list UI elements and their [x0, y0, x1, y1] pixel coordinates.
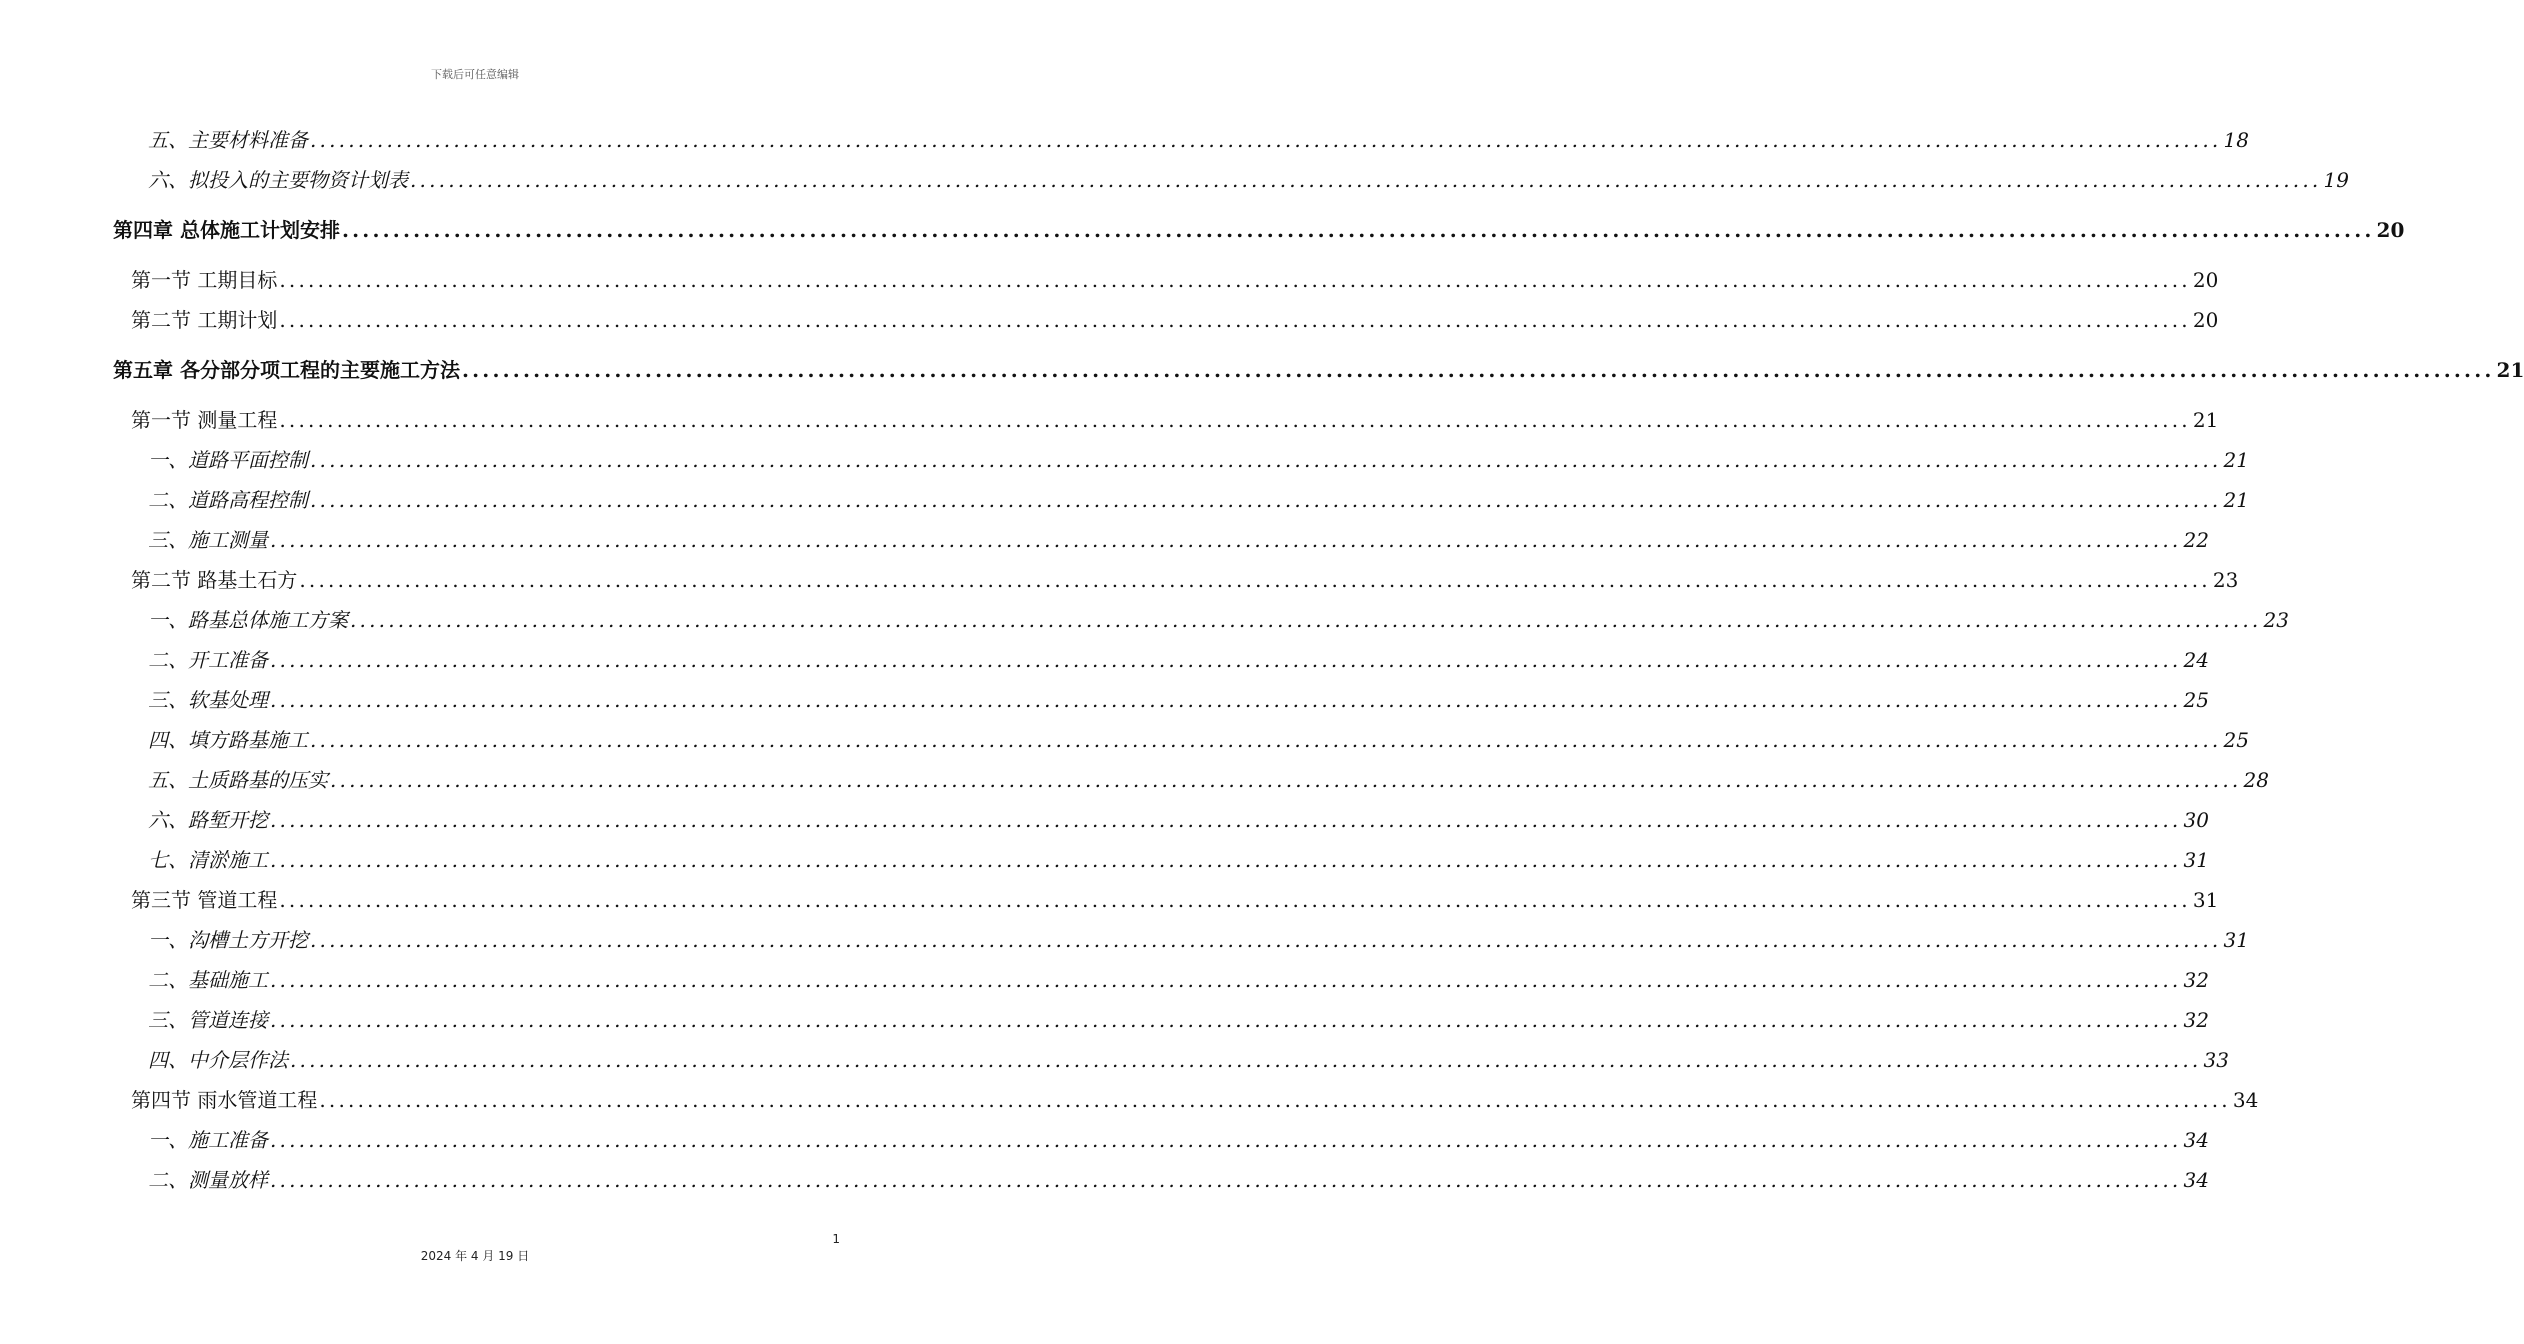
toc-entry-page: 23 [2212, 568, 2239, 592]
page-number: 1 [832, 1232, 840, 1246]
toc-entry-title: 一、道路平面控制 [148, 448, 308, 472]
toc-dot-leader: ........................................................................................................................................................................................................ [279, 408, 2191, 432]
toc-dot-leader: ........................................................................................................................................................................................................ [310, 728, 2222, 752]
toc-entry-page: 21 [2223, 488, 2249, 512]
toc-dot-leader: ........................................................................................................................................................................................................ [270, 1128, 2182, 1152]
toc-entry[interactable] [148, 644, 2209, 673]
toc-entry-title: 三、软基处理 [148, 688, 268, 712]
footer-date: 2024 年 4 月 19 日 [420, 1249, 530, 1263]
toc-entry-title: 七、清淤施工 [148, 848, 268, 872]
toc-entry-title: 一、沟槽土方开挖 [148, 928, 308, 952]
toc-entry-title: 五、土质路基的压实 [148, 768, 328, 792]
toc-entry-page: 34 [2183, 1128, 2209, 1152]
toc-entry-title: 第一节 测量工程 [131, 408, 278, 432]
toc-entry-title: 第二节 路基土石方 [131, 568, 298, 592]
toc-entry-title: 二、基础施工 [148, 968, 268, 992]
toc-entry-title: 二、测量放样 [148, 1168, 268, 1192]
toc-entry-title: 二、开工准备 [148, 648, 268, 672]
toc-dot-leader: ........................................................................................................................................................................................................ [270, 968, 2182, 992]
toc-entry[interactable] [148, 1124, 2209, 1153]
toc-entry[interactable] [148, 484, 2249, 513]
toc-dot-leader: ........................................................................................................................................................................................................ [270, 1168, 2182, 1192]
toc-entry-title: 第四章 总体施工计划安排 [113, 218, 340, 242]
toc-entry-page: 25 [2223, 728, 2249, 752]
toc-dot-leader: ........................................................................................................................................................................................................ [270, 1008, 2182, 1032]
toc-dot-leader: ........................................................................................................................................................................................................ [350, 608, 2262, 632]
toc-entry-title: 二、道路高程控制 [148, 488, 308, 512]
toc-entry[interactable] [148, 524, 2209, 553]
toc-entry-page: 28 [2243, 768, 2269, 792]
toc-entry-page: 20 [2192, 268, 2219, 292]
toc-entry-title: 三、施工测量 [148, 528, 268, 552]
toc-entry[interactable] [148, 1164, 2209, 1193]
toc-entry[interactable] [148, 804, 2209, 833]
toc-entry-page: 23 [2263, 608, 2289, 632]
toc-entry-page: 32 [2183, 1008, 2209, 1032]
toc-entry-page: 19 [2323, 168, 2349, 192]
toc-dot-leader: ........................................................................................................................................................................................................ [270, 648, 2182, 672]
toc-entry[interactable] [148, 444, 2249, 473]
toc-entry-page: 21 [2223, 448, 2249, 472]
toc-dot-leader: ........................................................................................................................................................................................................ [270, 688, 2182, 712]
toc-dot-leader: ........................................................................................................................................................................................................ [270, 528, 2182, 552]
toc-dot-leader: ........................................................................................................................................................................................................ [270, 808, 2182, 832]
toc-dot-leader: ........................................................................................................................................................................................................ [279, 308, 2191, 332]
toc-dot-leader: ........................................................................................................................................................................................................ [410, 168, 2322, 192]
toc-entry-page: 18 [2223, 128, 2249, 152]
toc-dot-leader: ........................................................................................................................................................................................................ [341, 218, 2375, 242]
toc-entry[interactable] [131, 564, 2239, 593]
toc-entry-page: 30 [2183, 808, 2209, 832]
toc-entry-page: 34 [2183, 1168, 2209, 1192]
toc-dot-leader: ........................................................................................................................................................................................................ [290, 1048, 2202, 1072]
toc-dot-leader: ........................................................................................................................................................................................................ [310, 488, 2222, 512]
toc-entry[interactable] [131, 264, 2219, 293]
toc-entry-title: 三、管道连接 [148, 1008, 268, 1032]
toc-dot-leader: ........................................................................................................................................................................................................ [279, 888, 2191, 912]
toc-entry[interactable] [148, 124, 2249, 153]
toc-entry-page: 22 [2183, 528, 2209, 552]
toc-entry[interactable] [148, 684, 2209, 713]
toc-entry[interactable] [148, 764, 2269, 793]
toc-entry[interactable] [148, 1044, 2229, 1073]
toc-entry-page: 25 [2183, 688, 2209, 712]
toc-entry-page: 31 [2183, 848, 2209, 872]
toc-entry[interactable] [148, 964, 2209, 993]
toc-entry[interactable] [113, 354, 2524, 383]
toc-entry[interactable] [148, 604, 2289, 633]
toc-entry-page: 34 [2232, 1088, 2259, 1112]
toc-entry-page: 20 [2192, 308, 2219, 332]
toc-dot-leader: ........................................................................................................................................................................................................ [279, 268, 2191, 292]
toc-entry-title: 第一节 工期目标 [131, 268, 278, 292]
toc-dot-leader: ........................................................................................................................................................................................................ [330, 768, 2242, 792]
toc-entry-title: 六、路堑开挖 [148, 808, 268, 832]
toc-entry-page: 32 [2183, 968, 2209, 992]
toc-entry[interactable] [148, 164, 2349, 193]
toc-entry[interactable] [148, 1004, 2209, 1033]
toc-entry-title: 四、中介层作法 [148, 1048, 288, 1072]
toc-entry-title: 一、路基总体施工方案 [148, 608, 348, 632]
toc-dot-leader: ........................................................................................................................................................................................................ [310, 928, 2222, 952]
toc-dot-leader: ........................................................................................................................................................................................................ [310, 128, 2222, 152]
toc-entry[interactable] [148, 924, 2249, 953]
toc-dot-leader: ........................................................................................................................................................................................................ [270, 848, 2182, 872]
toc-entry[interactable] [131, 1084, 2259, 1113]
toc-entry-page: 31 [2192, 888, 2219, 912]
toc-entry-title: 六、拟投入的主要物资计划表 [148, 168, 408, 192]
toc-entry[interactable] [148, 844, 2209, 873]
toc-dot-leader: ........................................................................................................................................................................................................ [319, 1088, 2231, 1112]
toc-entry-page: 21 [2192, 408, 2219, 432]
toc-entry-title: 第三节 管道工程 [131, 888, 278, 912]
toc-entry[interactable] [113, 214, 2405, 243]
toc-entry-title: 第五章 各分部分项工程的主要施工方法 [113, 358, 460, 382]
page-header: 下载后可任意编辑 [431, 68, 519, 81]
toc-entry[interactable] [131, 304, 2219, 333]
toc-entry[interactable] [148, 724, 2249, 753]
toc-entry[interactable] [131, 884, 2219, 913]
toc-dot-leader: ........................................................................................................................................................................................................ [310, 448, 2222, 472]
toc-dot-leader: ........................................................................................................................................................................................................ [299, 568, 2211, 592]
toc-entry-page: 33 [2203, 1048, 2229, 1072]
toc-entry-page: 24 [2183, 648, 2209, 672]
toc-entry-title: 第二节 工期计划 [131, 308, 278, 332]
toc-entry-title: 五、主要材料准备 [148, 128, 308, 152]
toc-entry-title: 一、施工准备 [148, 1128, 268, 1152]
toc-dot-leader: ........................................................................................................................................................................................................ [461, 358, 2495, 382]
toc-entry-page: 21 [2496, 358, 2524, 382]
toc-entry-page: 20 [2376, 218, 2405, 242]
toc-entry-title: 四、填方路基施工 [148, 728, 308, 752]
toc-entry-page: 31 [2223, 928, 2249, 952]
toc-entry-title: 第四节 雨水管道工程 [131, 1088, 318, 1112]
toc-entry[interactable] [131, 404, 2219, 433]
